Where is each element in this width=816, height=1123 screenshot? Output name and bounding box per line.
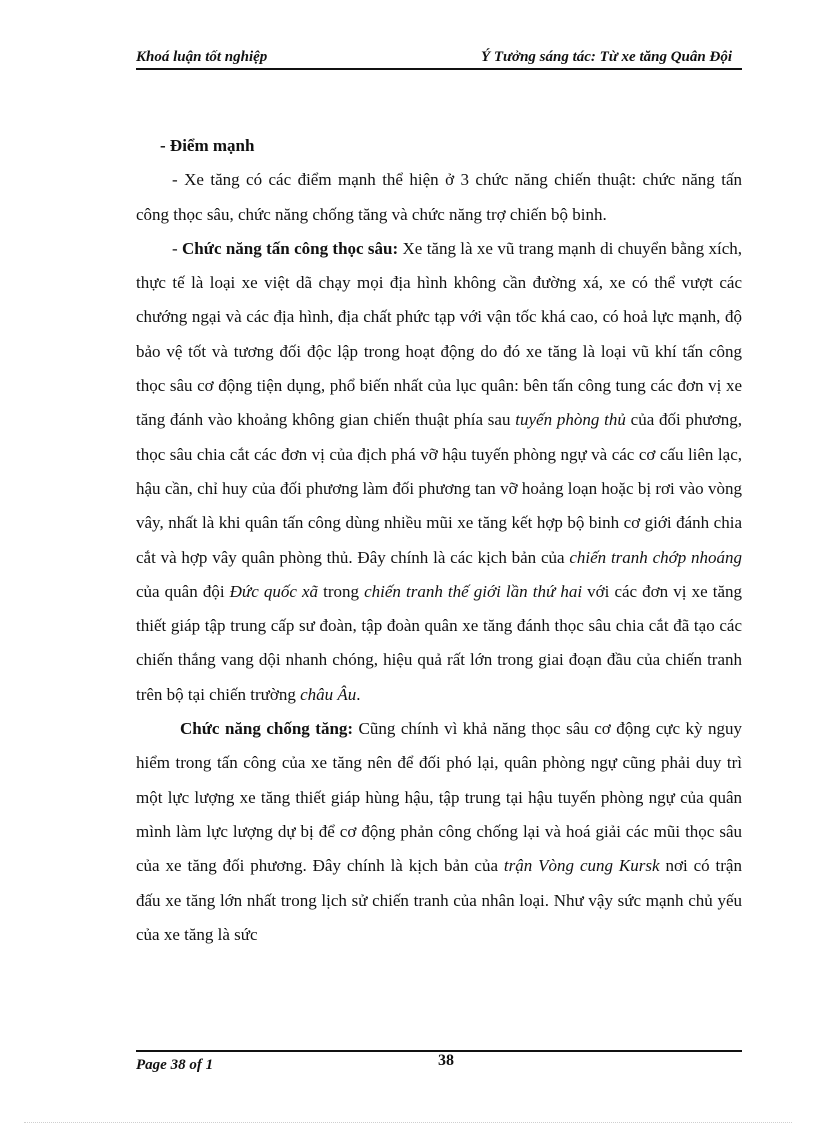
p2-text-1: Cũng chính vì khả năng thọc sâu cơ động cực kỳ nguy hiểm trong tấn công của xe tăng nên để đối phó lại, quân phòng ngự cũng phải duy trì một lực lượng xe tăng thiết giáp hùng hậu, tập trung tại hậu tuyến phòng ngự của quân mình làm lực lượng dự bị để cơ động phản công chống lại và hoá giải các mũi thọc sâu của xe tăng đối phương. Đây chính là kịch bản của [136,719,742,876]
p1-link-ww2: chiến tranh thế giới lần thứ hai [364,581,583,601]
p1-link-nazi-germany: Đức quốc xã [229,581,319,601]
p1-link-europe: châu Âu [300,684,357,704]
p2-lead-term: Chức năng chống tăng: [180,719,354,739]
p1-lead-term: Chức năng tấn công thọc sâu: [182,238,399,258]
p1-text-1: Xe tăng là xe vũ trang mạnh di chuyển bằng xích, thực tế là loại xe việt dã chạy mọi địa hình không cần đường xá, xe có thể vượt các chướng ngại và các địa hình, địa chất phức tạp với vận tốc khá cao, có hoả lực mạnh, độ bảo vệ tốt và tương đối độc lập trong hoạt động do đó xe tăng là loại vũ khí tấn công thọc sâu cơ động tiện dụng, phổ biến nhất của lục quân: bên tấn công tung các đơn vị xe tăng đánh vào khoảng không gian chiến thuật phía sau [136,238,742,430]
document-body [136,129,742,952]
p1-text-5: với các đơn vị xe tăng thiết giáp tập trung cấp sư đoàn, tập đoàn quân xe tăng đánh thọc sâu chia cắt đã tạo các chiến thắng vang dội nhanh chóng, hiệu quả rất lớn trong giai đoạn đầu của chiến tranh trên bộ tại chiến trường [136,581,742,704]
p2-link-kursk: trận Vòng cung Kursk [503,856,660,876]
section-heading: - Điểm mạnh [160,136,255,155]
intro-paragraph: - Xe tăng có các điểm mạnh thể hiện ở 3 chức năng chiến thuật: chức năng tấn công thọc sâu, chức năng chống tăng và chức năng trợ chiến bộ binh. [136,170,742,224]
p1-text-4: trong [318,581,365,601]
footer-page-label: Page 38 of 1 [136,1057,214,1073]
paragraph-anti-tank [136,712,742,952]
paragraph-deep-strike [136,232,742,712]
p1-text-2: của đối phương, thọc sâu chia cắt các đơn vị của địch phá vỡ hậu tuyến phòng ngự và các cơ cấu liên lạc, hậu cần, chỉ huy của đối phương làm đối phương tan vỡ hoảng loạn hoặc bị rơi vào vòng vây, nhất là khi quân tấn công dùng nhiều mũi xe tăng kết hợp bộ binh cơ giới đánh chia cắt và hợp vây quân phòng thủ. Đây chính là các kịch bản của [136,410,742,567]
page-header [136,44,742,70]
header-rule [136,68,742,70]
header-document-title: Ý Tưởng sáng tác: Từ xe tăng Quân Đội [480,49,732,65]
p1-text-6: . [356,684,361,704]
p1-text-3: của quân đội [136,581,230,601]
header-thesis-label: Khoá luận tốt nghiệp [136,49,268,65]
p1-prefix: - [172,238,183,258]
p1-link-defensive-line: tuyến phòng thủ [515,410,626,430]
page-footer [136,1050,742,1080]
footer-page-number: 38 [438,1052,454,1069]
p2-text-2: nơi có trận đấu xe tăng lớn nhất trong lịch sử chiến tranh của nhân loại. Như vậy sức mạnh chủ yếu của xe tăng là sức [136,856,742,944]
p1-link-blitzkrieg: chiến tranh chớp nhoáng [569,547,742,567]
